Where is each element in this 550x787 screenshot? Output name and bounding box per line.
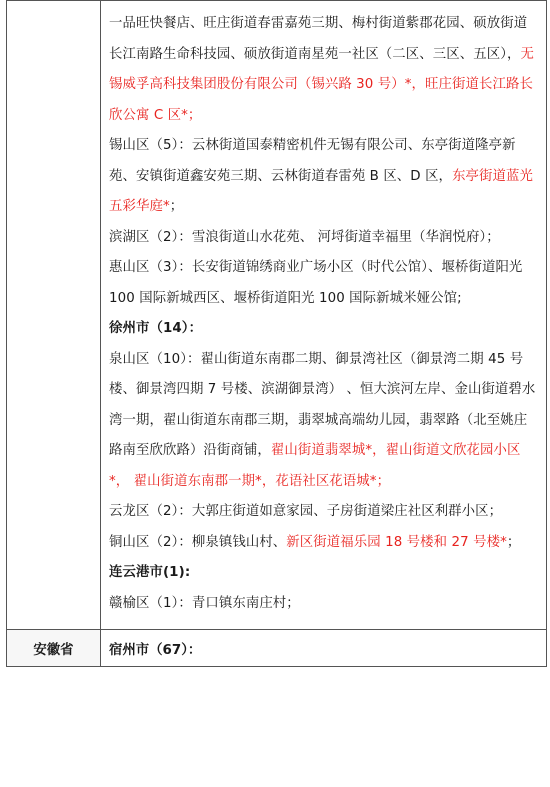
table-row — [7, 630, 547, 667]
locations-content — [101, 1, 546, 629]
quanshan-paragraph — [109, 345, 538, 498]
table-row — [7, 1, 547, 630]
wuxi-tail-text: 一品旺快餐店、旺庄街道春雷嘉苑三期、梅村街道紫郡花园、硕放街道长江南路生命科技园、硕放街道南星苑一社区（二区、三区、五区）， — [109, 16, 528, 62]
locations-cell — [101, 1, 547, 630]
quanshan-text: 泉山区（10）：翟山街道东南郡二期、御景湾社区（御景湾二期 45 号楼、御景湾四期 7 号楼、滨湖御景湾） 、恒大滨河左岸、金山街道碧水湾一期，翟山街道东南郡三期，翡翠城高端幼儿园，翡翠路（北至姚庄路南至欣欣路）沿街商铺， — [109, 351, 536, 458]
ganyu-paragraph: 赣榆区（1）：青口镇东南庄村； — [109, 595, 300, 611]
wuxi-tail-red-text: 无锡威孚高科技集团股份有限公司（锡兴路 30 号）*，旺庄街道长江路长欣公寓 C 区*； — [109, 46, 535, 123]
xishan-paragraph — [109, 131, 538, 223]
quanshan-red-text: 翟山街道翡翠城*，翟山街道文欣花园小区*， 翟山街道东南郡一期*，花语社区花语城*； — [109, 443, 521, 489]
suzhou-title: 宿州市（67）： — [101, 630, 547, 667]
province-cell-empty — [7, 1, 101, 630]
province-anhui: 安徽省 — [7, 630, 101, 667]
xishan-text: 锡山区（5）：云林街道国泰精密机件无锡有限公司、东亭街道隆亭新苑、安镇街道鑫安苑三期、云林街道春雷苑 B 区、D 区， — [109, 138, 516, 184]
tongshan-text: 铜山区（2）：柳泉镇钱山村、 — [109, 534, 287, 550]
yunlong-paragraph: 云龙区（2）：大郭庄街道如意家园、子房街道梁庄社区利群小区； — [109, 504, 503, 519]
xuzhou-title: 徐州市（14）： — [109, 321, 203, 336]
binhu-paragraph: 滨湖区（2）：雪浪街道山水花苑、 河埒街道幸福里（华润悦府）； — [109, 229, 500, 245]
tongshan-red-text: 新区街道福乐园 18 号楼和 27 号楼* — [286, 534, 507, 550]
region-table — [6, 0, 547, 667]
wuxi-tail-paragraph — [109, 9, 538, 131]
tongshan-paragraph — [109, 528, 538, 559]
xishan-suffix: ； — [169, 199, 184, 214]
xishan-red-text: 东亭街道蓝光五彩华庭* — [109, 168, 534, 214]
huishan-paragraph: 惠山区（3）：长安街道锦绣商业广场小区（时代公馆）、堰桥街道阳光 100 国际新城西区、堰桥街道阳光 100 国际新城米娅公馆; — [109, 260, 523, 306]
lianyungang-title: 连云港市(1): — [109, 565, 191, 580]
tongshan-suffix: ； — [506, 534, 521, 550]
